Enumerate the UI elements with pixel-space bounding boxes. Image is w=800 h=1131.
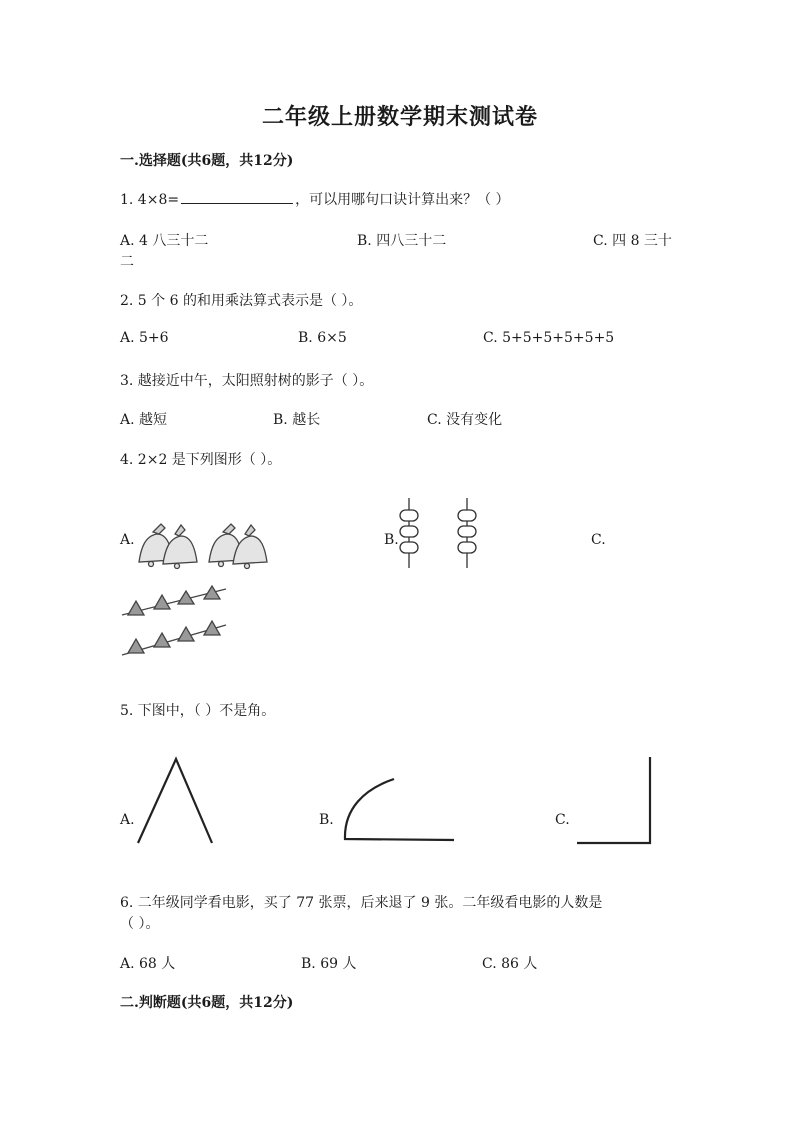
- question-3-option-c: C. 没有变化: [427, 412, 503, 428]
- section-heading-choice: 一.选择题(共6题，共12分): [120, 153, 294, 169]
- answer-blank: [181, 189, 293, 204]
- question-4-option-b-label: B.: [384, 532, 399, 548]
- question-6-stem-line-1: 6. 二年级同学看电影，买了 77 张票，后来退了 9 张。二年级看电影的人数是: [120, 895, 603, 911]
- question-1-option-b: B. 四八三十二: [357, 233, 447, 249]
- page-title: 二年级上册数学期末测试卷: [261, 104, 538, 130]
- section-heading-judgment: 二.判断题(共6题，共12分): [120, 995, 294, 1011]
- question-6-option-a: A. 68 人: [120, 956, 176, 972]
- skewers-figure: [395, 498, 480, 570]
- question-5-option-c-label: C.: [555, 812, 570, 828]
- question-6-option-b: B. 69 人: [301, 956, 357, 972]
- question-2-option-b: B. 6×5: [298, 330, 347, 346]
- angle-figure-a: [136, 757, 216, 847]
- question-5-stem: 5. 下图中，（ ）不是角。: [120, 703, 276, 719]
- question-1-option-a: A. 4 八三十二: [120, 233, 209, 249]
- question-2-option-a: A. 5+6: [120, 330, 169, 346]
- question-5-option-a-label: A.: [120, 812, 135, 828]
- question-4-stem: 4. 2×2 是下列图形（ ）。: [120, 452, 282, 468]
- question-3-stem: 3. 越接近中午，太阳照射树的影子（ ）。: [120, 373, 374, 389]
- question-3-option-a: A. 越短: [120, 412, 168, 428]
- angle-figure-c: [575, 755, 655, 847]
- question-1-suffix: ，可以用哪句口诀计算出来？（ ）: [295, 192, 510, 208]
- question-3-option-b: B. 越长: [273, 412, 321, 428]
- question-1-option-c-wrap: 二: [120, 254, 134, 270]
- question-6-option-c: C. 86 人: [482, 956, 538, 972]
- curve-figure-b: [340, 777, 456, 845]
- question-6-stem-line-2: （ ）。: [120, 916, 160, 932]
- question-1-prefix: 1. 4×8=: [120, 192, 180, 208]
- bells-figure: [135, 522, 285, 570]
- question-1: [120, 189, 510, 209]
- triangle-strings-figure: [120, 585, 230, 660]
- question-5-option-b-label: B.: [319, 812, 334, 828]
- question-4-option-a-label: A.: [120, 532, 135, 548]
- question-1-option-c: C. 四 8 三十: [593, 233, 672, 249]
- question-2-stem: 2. 5 个 6 的和用乘法算式表示是（ ）。: [120, 293, 363, 309]
- question-4-option-c-label: C.: [591, 532, 606, 548]
- question-2-option-c: C. 5+5+5+5+5+5: [483, 330, 615, 346]
